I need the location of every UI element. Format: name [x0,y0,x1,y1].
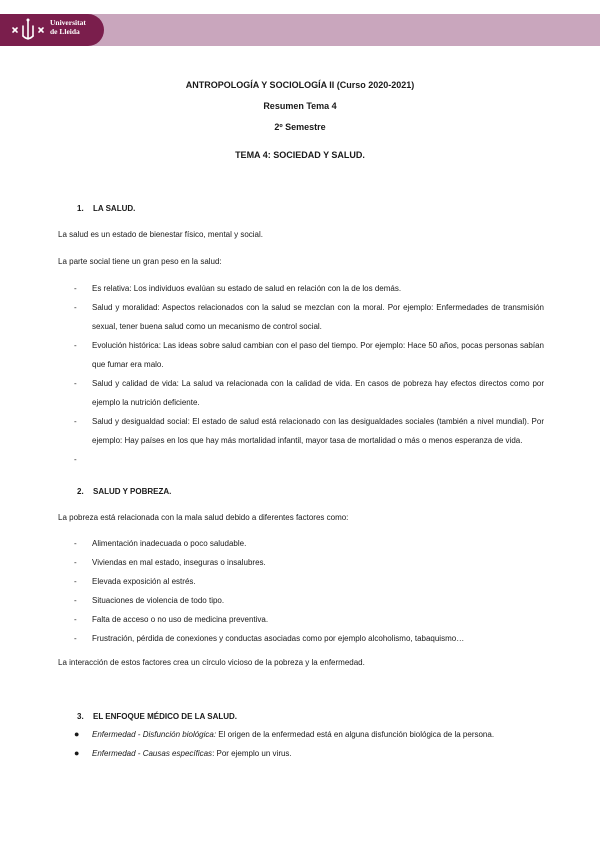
list-poverty-factors [58,534,544,648]
section-heading-2: 2. SALUD Y POBREZA. [77,487,172,496]
university-logo [0,14,104,46]
section-heading-1: 1. LA SALUD. [77,204,136,213]
list-item: - Evolución histórica: Las ideas sobre salud cambian con el paso del tiempo. Por ejemplo: Hace 50 años, pocas personas sabían que fumar era malo. [74,341,544,369]
list-item: - Alimentación inadecuada o poco saludable. [74,539,247,548]
list-item: - Situaciones de violencia de todo tipo. [74,596,225,605]
list-item: - Elevada exposición al estrés. [74,577,196,586]
list-medical-approach [58,725,544,763]
list-item: - Es relativa: Los individuos evalúan su estado de salud en relación con la de los demás. [74,284,402,293]
list-item: - Viviendas en mal estado, inseguras o insalubres. [74,558,266,567]
document-title: ANTROPOLOGÍA Y SOCIOLOGÍA II (Curso 2020-2021) [185,80,415,90]
university-name: Universitat de Lleida [50,18,86,36]
paragraph-health-definition: La salud es un estado de bienestar físico, mental y social. [58,230,264,239]
header-band [0,14,600,46]
list-item: ● Enfermedad - Disfunción biológica: El origen de la enfermedad está en alguna disfunción biológica de la persona. [74,729,495,739]
paragraph-vicious-circle: La interacción de estos factores crea un círculo vicioso de la pobreza y la enfermedad. [58,658,365,667]
list-item: - Salud y moralidad: Aspectos relacionados con la salud se mezclan con la moral. Por ejemplo: Enfermedades de transmisión sexual, tener buena salud como un mecanismo de control social. [74,303,544,331]
topic-heading: TEMA 4: SOCIEDAD Y SALUD. [235,150,365,160]
semester-label: 2º Semestre [274,122,326,132]
list-item: ● Enfermedad - Causas específicas: Por ejemplo un virus. [74,748,292,758]
list-item: - Falta de acceso o no uso de medicina preventiva. [74,615,269,624]
section-heading-3: 3. EL ENFOQUE MÉDICO DE LA SALUD. [77,712,238,721]
list-item: - Salud y calidad de vida: La salud va relacionada con la calidad de vida. En casos de pobreza hay efectos directos como por ejemplo la nutrición deficiente. [74,379,544,407]
paragraph-poverty-intro: La pobreza está relacionada con la mala salud debido a diferentes factores como: [58,513,349,522]
university-emblem-icon [10,17,46,43]
document-subtitle: Resumen Tema 4 [263,101,337,111]
paragraph-social-weight: La parte social tiene un gran peso en la salud: [58,257,222,266]
list-item: - Frustración, pérdida de conexiones y conductas asociadas como por ejemplo alcoholismo, tabaquismo… [74,634,465,643]
list-social-aspects: - Es relativa: Los individuos evalúan su estado de salud en relación con la de los demás. - Salud y moralidad: Aspectos relacionados con la salud se mezclan con la moral. Por ejemplo: Enfermedades de transmisión sexual, tener buena salud como un mecanismo de control social. - Evolución histórica: Las ideas sobre salud cambian con el paso del tiempo. Por ejemplo: Hace 50 años, pocas personas sabían que fumar era malo. - Salud y calidad de vida: La salud va relacionada con la calidad de vida. En casos de pobreza hay efectos directos como por ejemplo la nutrición deficiente. - Salud y desigualdad social: El estado de salud está relacionado con las desigualdades sociales (también a nivel mundial). Por ejemplo: Hay países en los que hay más mortalidad infantil, mayor tasa de mortalidad o más o menos esperanza de vida. - [58,279,544,450]
list-item: - Salud y desigualdad social: El estado de salud está relacionado con las desigualdades sociales (también a nivel mundial). Por ejemplo: Hay países en los que hay más mortalidad infantil, mayor tasa de mortalidad o más o menos esperanza de vida. [74,417,544,445]
